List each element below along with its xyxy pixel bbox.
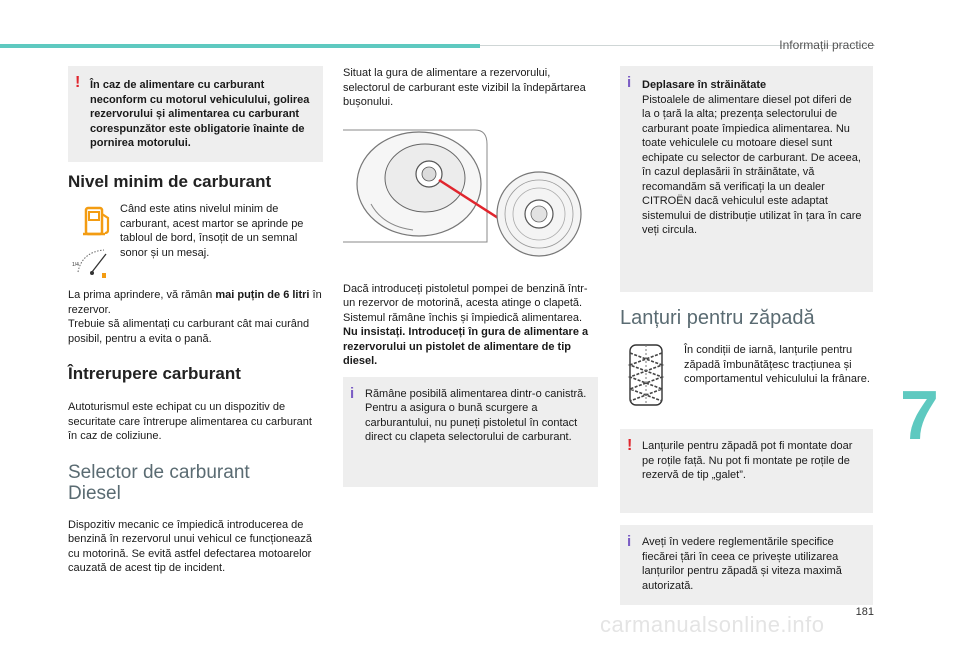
column-left [68, 66, 323, 576]
warning-box-chains [620, 429, 873, 513]
info-box-abroad [620, 66, 873, 292]
snow-chains-row [620, 343, 875, 407]
min-fuel-description: Când este atins nivelul minim de carburant, acest martor se aprinde pe tabloul de bord, însoțit de un semnal sonor și un mesaj. [120, 203, 304, 259]
selector-location-text: Situat la gura de alimentare a rezervorului, selectorul de carburant este vizibil la îndepărtarea bușonului. [343, 67, 586, 108]
fuel-gauge-icon [72, 246, 116, 280]
text-fragment-bold: mai puțin de 6 litri [215, 289, 310, 301]
info-box-regulations [620, 525, 873, 605]
info-box-abroad-title: Deplasare în străinătate [642, 79, 767, 91]
snow-chains-description: În condiții de iarnă, lanțurile pentru zăpadă îmbunătățesc tracțiunea și comportamentul vehiculului la frânare. [684, 344, 870, 385]
fuel-selector-illustration [343, 116, 583, 268]
info-icon: i [627, 533, 632, 550]
info-icon: i [350, 384, 355, 402]
text-fragment: La prima aprindere, vă rămân [68, 289, 216, 301]
section-title-diesel-selector: Selector de carburant Diesel [68, 461, 250, 504]
warning-box-text: În caz de alimentare cu carburant neconform cu motorul vehiculului, golirea rezervorului și alimentarea cu carburant corespunzător este obligatorie înainte de pornirea motorului. [90, 79, 310, 149]
info-box-abroad-text: Pistoalele de alimentare diesel pot diferi de la o țară la alta; prezența selectorului de carburant poate împiedica alimentarea. Nu toate vehiculele cu motoare diesel sunt echipate cu selector de carburant. De aceea, în cazul deplasării în străinătate, vă recomandăm să verificați la un dealer CITROËN dacă vehiculul este adaptat sistemului de distribuție utilizat în țara în care veți circula. [642, 93, 862, 236]
column-right [620, 66, 875, 605]
page-number: 181 [855, 606, 874, 618]
info-box-canister-text: Rămâne posibilă alimentarea dintr-o canistră. Pentru a asigura o bună scurgere a carburantului, nu puneți pistoletul în contact direct cu clapeta selectorului de carburant. [365, 387, 587, 443]
min-fuel-paragraph-1 [68, 288, 323, 317]
min-fuel-row [68, 202, 323, 280]
info-icon: i [627, 74, 632, 91]
warning-box-chains-text: Lanțurile pentru zăpadă pot fi montate doar pe roțile față. Nu pot fi montate pe roțile de rezervă de tip „galet”. [642, 440, 853, 481]
diesel-selector-text: Dispozitiv mecanic ce împiedică introducerea de benzină în rezervorul unui vehicul ce funcționează cu motorină. Se evită astfel defectarea motoarelor cauzată de acest tip de incident. [68, 518, 312, 574]
chapter-tab [890, 370, 960, 460]
fuel-cutoff-text: Autoturismul este echipat cu un dispozitiv de securitate care întrerupe alimentarea cu carburant în caz de coliziune. [68, 401, 312, 442]
chapter-number: 7 [900, 376, 939, 454]
section-title-fuel-cutoff: Întrerupere carburant [68, 364, 241, 383]
text-fragment: în rezervor. [68, 289, 322, 316]
info-box-canister [343, 377, 598, 487]
section-title-snow-chains: Lanțuri pentru zăpadă [620, 307, 815, 329]
warning-box-fuel [68, 66, 323, 162]
column-middle [343, 66, 598, 487]
warning-icon: ! [75, 74, 81, 91]
fuel-pump-icon [80, 202, 116, 240]
section-title-min-fuel: Nivel minim de carburant [68, 172, 272, 191]
warning-icon: ! [627, 437, 633, 454]
section-label: Informații practice [779, 38, 874, 52]
watermark: carmanualsonline.info [600, 612, 825, 637]
info-box-regulations-text: Aveți în vedere reglementările specifice fiecărei țări în ceea ce privește utilizarea lanțurilor pentru zăpadă și viteza maximă autorizată. [642, 536, 842, 592]
svg-text:1/4: 1/4 [72, 262, 79, 268]
min-fuel-paragraph-2: Trebuie să alimentați cu carburant cât mai curând posibil, pentru a evita o pană. [68, 318, 310, 345]
snow-chain-icon [620, 343, 672, 407]
header-accent-bar [0, 44, 480, 48]
diesel-nozzle-instruction: Nu insistați. Introduceți în gura de alimentare a rezervorului un pistolet de alimentare de tip diesel. [343, 326, 589, 367]
petrol-nozzle-text: Dacă introduceți pistoletul pompei de benzină într-un rezervor de motorină, acesta atinge o clapetă. Sistemul rămâne închis și împiedică alimentarea. [343, 282, 588, 324]
